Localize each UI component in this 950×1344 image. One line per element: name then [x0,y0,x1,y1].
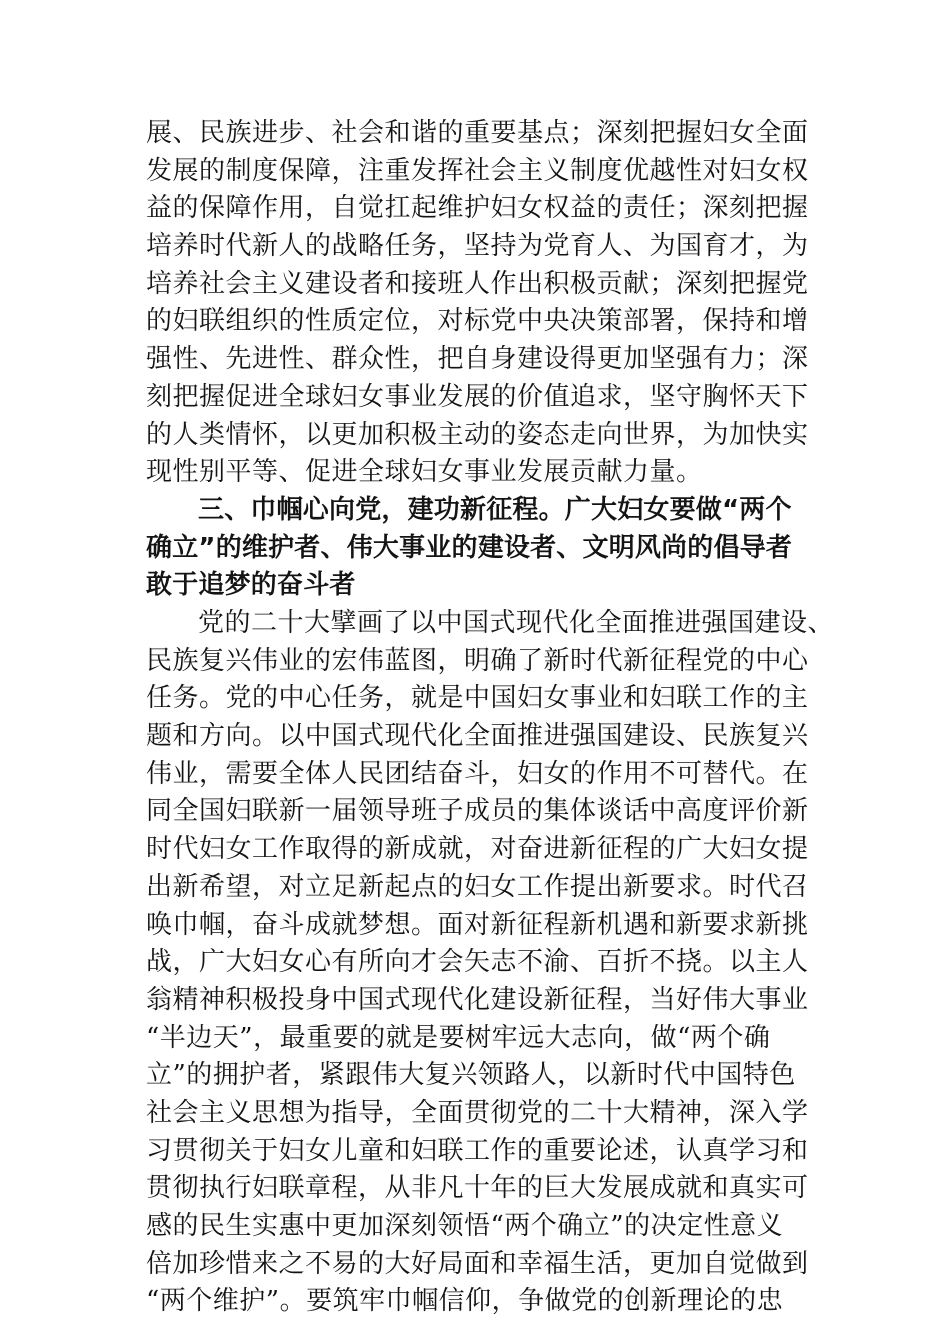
text-line: 民族复兴伟业的宏伟蓝图，明确了新时代新征程党的中心 [146,645,809,676]
text-line: 战，广大妇女心有所向才会矢志不渝、百折不挠。以主人 [146,947,809,978]
text-line: “半边天”，最重要的就是要树牢远大志向，做“两个确 [146,1022,771,1053]
text-line: 倍加珍惜来之不易的大好局面和幸福生活，更加自觉做到 [146,1248,809,1279]
text-line: 培养社会主义建设者和接班人作出积极贡献；深刻把握党 [146,268,809,299]
text-line: 伟业，需要全体人民团结奋斗，妇女的作用不可替代。在 [146,758,809,789]
paragraph-continued [146,115,826,492]
text-line: 感的民生实惠中更加深刻领悟“两个确立”的决定性意义 [146,1211,784,1241]
text-line: 党的二十大擘画了以中国式现代化全面推进强国建设、 [198,608,835,638]
text-line: 立”的拥护者，紧跟伟大复兴领路人，以新时代中国特色 [146,1060,796,1091]
text-line: 益的保障作用，自觉扛起维护妇女权益的责任；深刻把握 [146,193,809,224]
text-line: 的妇联组织的性质定位，对标党中央决策部署，保持和增 [146,306,809,337]
text-line: 社会主义思想为指导，全面贯彻党的二十大精神，深入学 [146,1097,809,1128]
text-line: 培养时代新人的战略任务，坚持为党育人、为国育才，为 [146,231,809,262]
text-line: 的人类情怀，以更加积极主动的姿态走向世界，为加快实 [146,419,809,450]
text-line: 翁精神积极投身中国式现代化建设新征程，当好伟大事业 [146,984,809,1015]
text-line: 展、民族进步、社会和谐的重要基点；深刻把握妇女全面 [146,118,809,148]
paragraph-body [146,605,835,1321]
section-heading [146,492,826,605]
text-line: 出新希望，对立足新起点的妇女工作提出新要求。时代召 [146,871,809,902]
text-line: 三、巾帼心向党，建功新征程。广大妇女要做“两个 [198,495,792,525]
text-line: 同全国妇联新一届领导班子成员的集体谈话中高度评价新 [146,796,809,827]
text-line: 时代妇女工作取得的新成就，对奋进新征程的广大妇女提 [146,834,809,865]
text-line: 现性别平等、促进全球妇女事业发展贡献力量。 [146,457,703,488]
text-line: 敢于追梦的奋斗者 [146,570,356,601]
text-line: 贯彻执行妇联章程，从非凡十年的巨大发展成就和真实可 [146,1173,809,1204]
text-line: 习贯彻关于妇女儿童和妇联工作的重要论述，认真学习和 [146,1135,809,1166]
text-line: 强性、先进性、群众性，把自身建设得更加坚强有力；深 [146,344,809,375]
text-line: 任务。党的中心任务，就是中国妇女事业和妇联工作的主 [146,683,809,714]
text-line: “两个维护”。要筑牢巾帼信仰，争做党的创新理论的忠 [146,1286,784,1317]
text-line: 发展的制度保障，注重发挥社会主义制度优越性对妇女权 [146,155,809,186]
text-line: 确立”的维护者、伟大事业的建设者、文明风尚的倡导者 [146,532,793,563]
text-line: 唤巾帼，奋斗成就梦想。面对新征程新机遇和新要求新挑 [146,909,809,940]
text-line: 刻把握促进全球妇女事业发展的价值追求，坚守胸怀天下 [146,381,809,412]
text-line: 题和方向。以中国式现代化全面推进强国建设、民族复兴 [146,721,809,752]
